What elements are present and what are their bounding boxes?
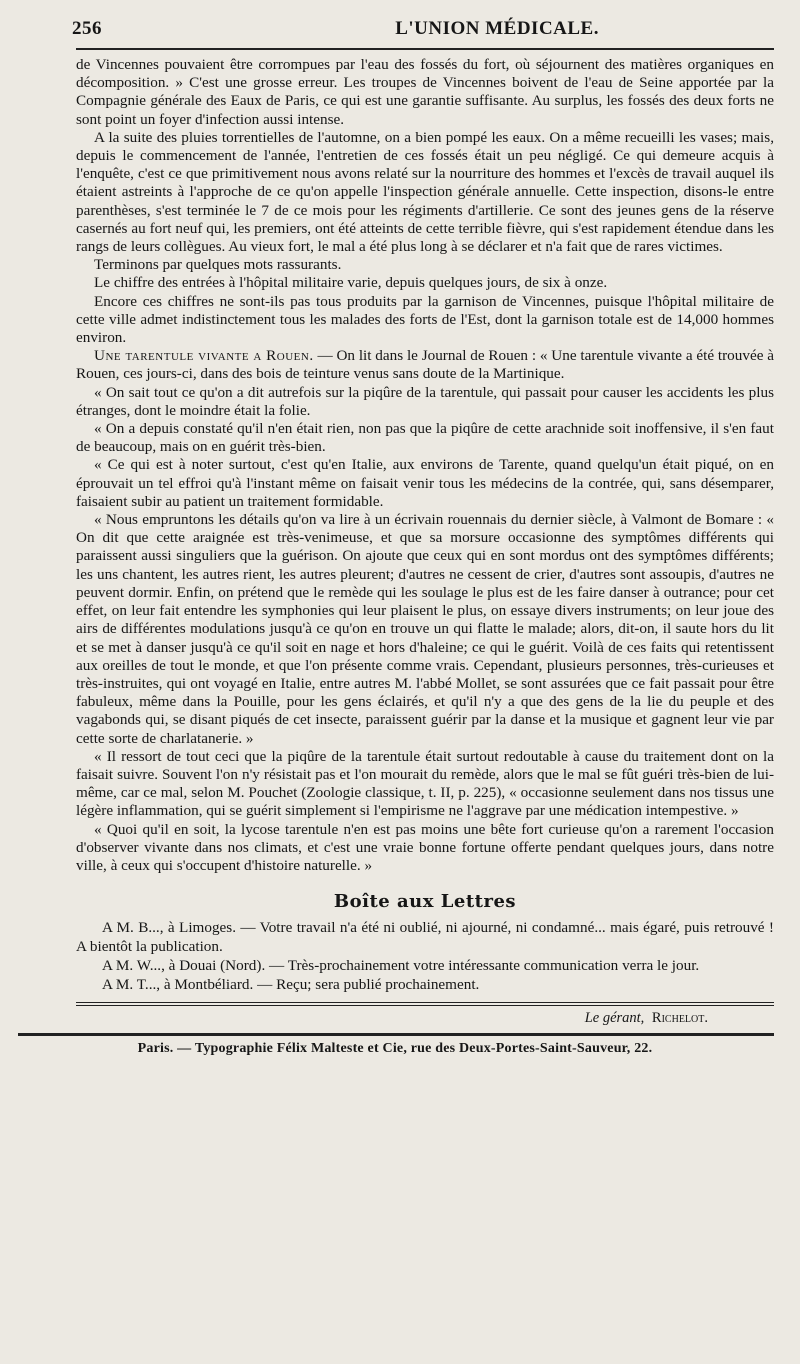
tarentule-paragraph: « Il ressort de tout ceci que la piqûre de la tarentule était surtout redoutable à cause du traitement dont on la faisait suivre. Souvent l'on n'y résistait pas et l'on mourait du remède, alors que le mal se fût guéri très-bien de lui-même, car ce mal, selon M. Pouchet (Zoologie classique, t. II, p. 225), « occasionne seulement dans nos tissus une légère inflammation, qui se guérit simplement si l'empirisme ne l'aggrave par une médication intempestive. » bbox=[76, 747, 774, 820]
tarentule-heading: Une tarentule vivante a Rouen. bbox=[94, 347, 314, 365]
journal-title: L'UNION MÉDICALE. bbox=[395, 18, 599, 39]
letter-item: A M. W..., à Douai (Nord). — Très-prochainement votre intéressante communication verra le jour. bbox=[102, 957, 700, 975]
article-paragraph: A la suite des pluies torrentielles de l'automne, on a bien pompé les eaux. On a même recueilli les vases; mais, depuis le commencement de l'année, l'entretien de ces fossés était un peu négligé. Ce qui demeure acquis à l'enquête, c'est ce que primitivement nous avons relaté sur la nourriture des hommes et l'excès de travail auquel ils étaient astreints à l'approche de ce qu'on appelle l'inspection générale annuelle. Cette inspection, disons-le entre parenthèses, s'est terminée le 7 de ce mois pour les régiments d'artillerie. Ce sont des jeunes gens de la réserve casernés au fort neuf qui, les premiers, ont été atteints de cette terrible fièvre, qui s'est rapidement étendue dans les rangs de leurs collègues. Au vieux fort, le mal a été plus long à se déclarer et n'a fait que de rares victimes. bbox=[76, 128, 774, 256]
article-paragraph: de Vincennes pouvaient être corrompues par l'eau des fossés du fort, où séjournent des matières organiques en décomposition. » C'est une grosse erreur. Les troupes de Vincennes boivent de l'eau de Seine apportée par la Compagnie générale des Eaux de Paris, ce qui est une garantie suffisante. Au surplus, les fossés des deux forts ne sont point un foyer d'infection aussi intense. bbox=[76, 56, 774, 128]
page-number: 256 bbox=[72, 18, 102, 39]
article-paragraph: Terminons par quelques mots rassurants. bbox=[94, 256, 342, 274]
tarentule-paragraph: « Nous empruntons les détails qu'on va lire à un écrivain rouennais du dernier siècle, à Valmont de Bomare : « On dit que cette araignée est très-venimeuse, et que sa morsure occasionne des symptômes différents qui paraissent aussi singuliers que la guérison. On ajoute que ceux qui en sont mordus ont des symptômes différents; les uns chantent, les autres rient, les autres pleurent; d'autres ne cessent de crier, d'autres sont assoupis, d'autres ne peuvent dormir. Enfin, on prétend que le remède qui les soulage le plus est de les faire danser à outrance; pour cet effet, on leur fait entendre les symphonies qui leur plaisent le plus, on essaye divers instruments; on leur joue des airs de différentes modulations jusqu'à ce qu'on en trouve un qui flatte le malade; alors, dit-on, il saute hors du lit et se met à danser jusqu'à ce qu'il soit en nage et hors d'haleine; ce qui le guérit. Voilà de ces faits qui retentissent aux oreilles de tout le monde, et que l'on présente comme vrais. Cependant, plusieurs personnes, très-curieuses et très-instruites, qui ont voyagé en Italie, entre autres M. l'abbé Mollet, se sont assurées que ce fait passait pour être fabuleux, même dans la Pouille, pour les gens éclairés, et qu'il n'y a que des gens de la lie du peuple et des vagabonds qui, se disant piqués de cet insecte, paraissent guérir par la danse et la musique et gagnent leur vie par cette sorte de charlatanerie. » bbox=[76, 511, 774, 747]
signature-label: Le gérant, bbox=[584, 1010, 645, 1027]
tarentule-paragraph: « Ce qui est à noter surtout, c'est qu'en Italie, aux environs de Tarente, quand quelqu'un était piqué, on en éprouvait un tel effroi qu'à l'instant même on faisait venir tous les médecins de la contrée, qui, sans désemparer, faisaient subir au patient un traitement formidable. bbox=[76, 456, 774, 510]
signature-name: Richelot. bbox=[651, 1010, 708, 1027]
printer-imprint: Paris. — Typographie Félix Malteste et Cie, rue des Deux-Portes-Saint-Sauveur, 22. bbox=[137, 1041, 653, 1057]
tarentule-paragraph: « On sait tout ce qu'on a dit autrefois sur la piqûre de la tarentule, qui passait pour causer les accidents les plus étranges, dont le moindre était la folie. bbox=[76, 383, 774, 419]
header-rule bbox=[76, 48, 774, 50]
tarentule-intro bbox=[76, 347, 774, 383]
running-head bbox=[72, 18, 774, 40]
tarentule-paragraph: « Quoi qu'il en soit, la lycose tarentule n'en est pas moins une bête fort curieuse qu'on a rarement l'occasion d'observer vivante dans nos climats, et c'est une vraie bonne fortune offerte pendant quelques jours, dans notre ville, à ceux qui s'occupent d'histoire naturelle. » bbox=[76, 820, 774, 874]
footer-rule bbox=[18, 1033, 774, 1036]
article-paragraph: Le chiffre des entrées à l'hôpital militaire varie, depuis quelques jours, de six à onze. bbox=[94, 274, 608, 292]
section-divider bbox=[76, 1002, 774, 1006]
letter-item: A M. T..., à Montbéliard. — Reçu; sera publié prochainement. bbox=[102, 976, 480, 994]
letters-title: Boîte aux Lettres bbox=[333, 891, 517, 913]
letters-section bbox=[76, 918, 774, 994]
letter-item: A M. B..., à Limoges. — Votre travail n'a été ni oublié, ni ajourné, ni condamné... mais égaré, puis retrouvé ! A bientôt la publication. bbox=[76, 919, 774, 956]
article-body bbox=[76, 56, 774, 875]
article-paragraph: Encore ces chiffres ne sont-ils pas tous produits par la garnison de Vincennes, puisque l'hôpital militaire de cette ville admet indistinctement tous les malades des forts de l'Est, dont la garnison totale est de 14,000 hommes environ. bbox=[76, 292, 774, 347]
signature bbox=[76, 1010, 774, 1027]
tarentule-lead: — On lit dans le Journal de Rouen : « Une tarentule vivante a été trouvée à Rouen, ces jours-ci, dans des bois de teinture venus sans doute de la Martinique. bbox=[76, 347, 774, 383]
tarentule-paragraph: « On a depuis constaté qu'il n'en était rien, non pas que la piqûre de cette arachnide soit inoffensive, il s'en faut de beaucoup, mais on en guérit très-bien. bbox=[76, 420, 774, 456]
